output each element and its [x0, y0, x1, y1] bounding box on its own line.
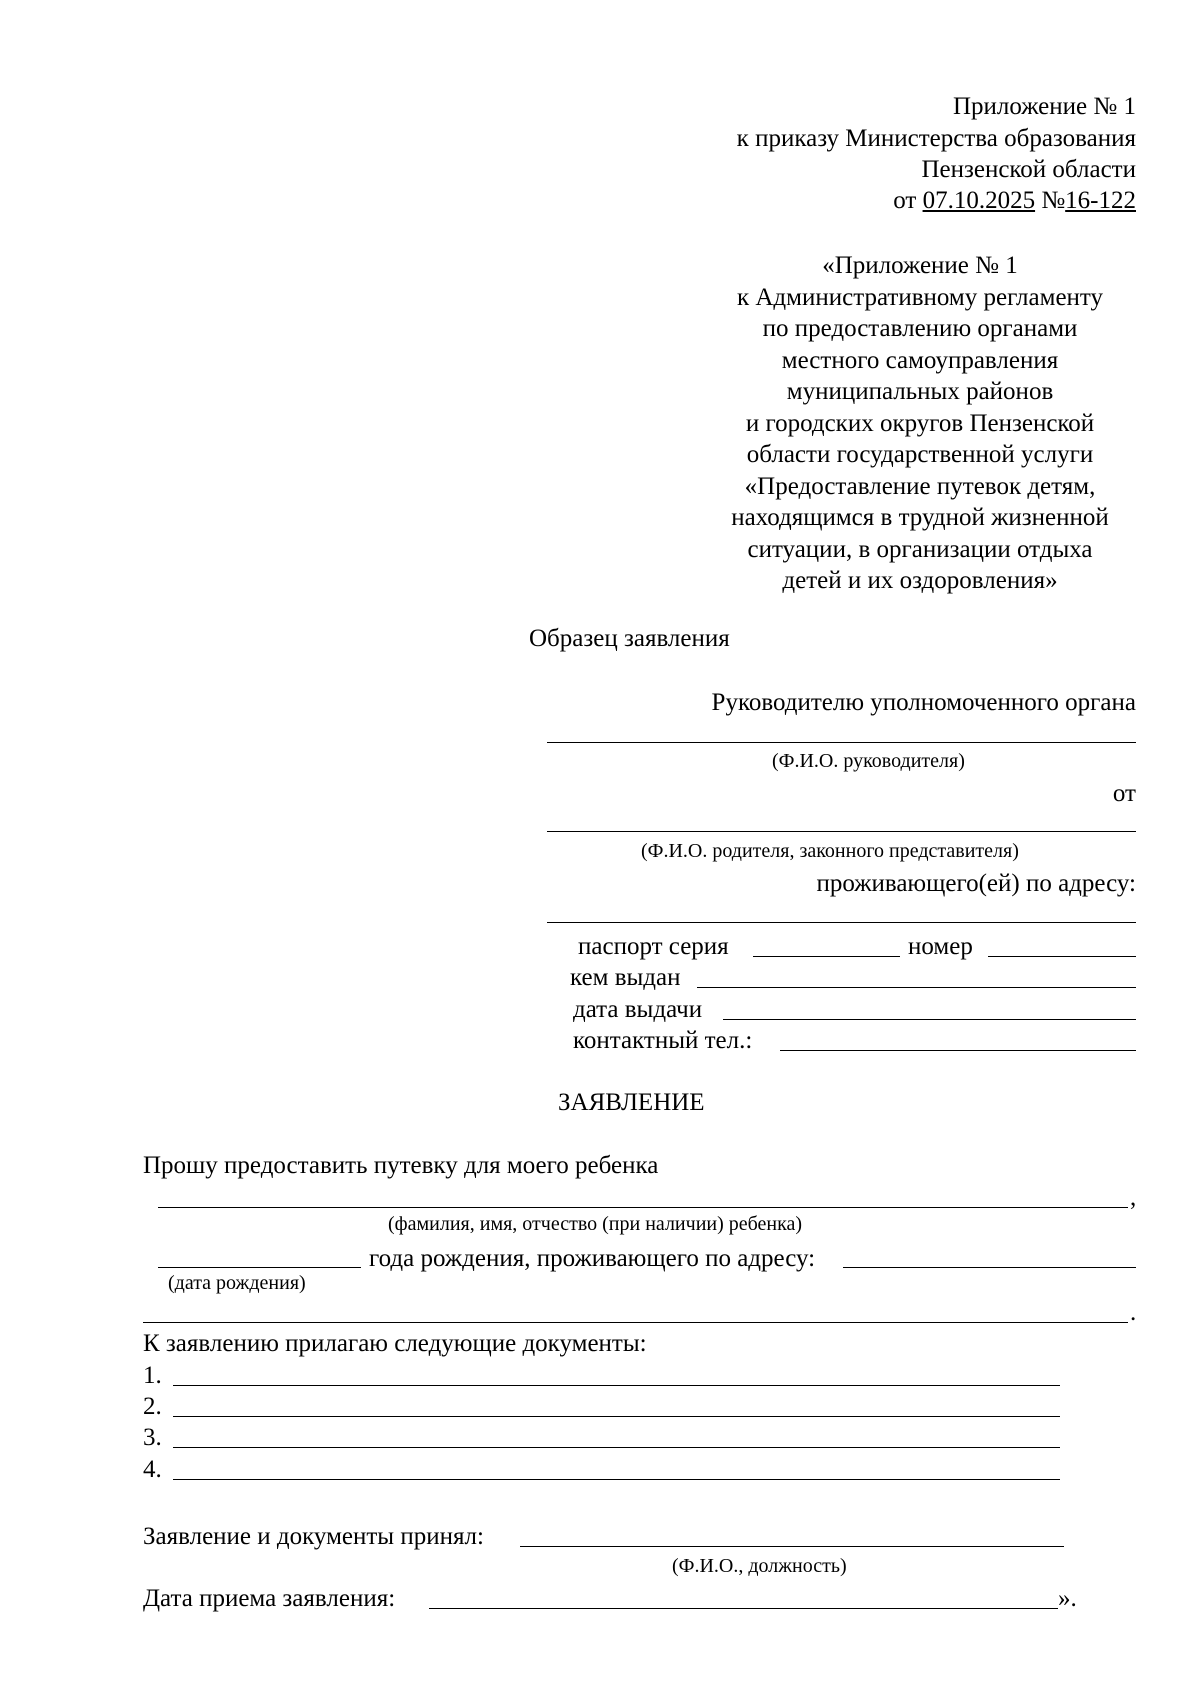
child-name-comma: , [1130, 1184, 1137, 1211]
doc-number: 3. [143, 1424, 162, 1451]
order-appendix-title: Приложение № 1 [952, 93, 1136, 120]
accepted-caption: (Ф.И.О., должность) [672, 1555, 847, 1577]
receipt-date-label: Дата приема заявления: [143, 1585, 396, 1612]
order-appendix-region: Пензенской области [921, 156, 1136, 183]
parent-name-line[interactable] [547, 831, 1136, 832]
issued-by-label: кем выдан [570, 964, 681, 991]
passport-series-line[interactable] [753, 956, 900, 957]
addressee-to: Руководителю уполномоченного органа [711, 689, 1136, 716]
doc-line-4[interactable] [173, 1479, 1060, 1480]
reglament-line: местного самоуправления [781, 346, 1059, 374]
issue-date-label: дата выдачи [573, 996, 703, 1023]
residing-label: проживающего(ей) по адресу: [816, 870, 1136, 897]
child-name-line[interactable] [158, 1207, 1128, 1208]
contact-phone-line[interactable] [780, 1050, 1136, 1051]
issue-date-line[interactable] [723, 1019, 1136, 1020]
head-name-line[interactable] [547, 742, 1136, 743]
request-text: Прошу предоставить путевку для моего ребенка [143, 1152, 659, 1179]
reglament-line: области государственной услуги [746, 441, 1094, 468]
doc-line-3[interactable] [173, 1447, 1060, 1448]
receipt-date-line[interactable] [429, 1608, 1058, 1609]
accepted-line[interactable] [520, 1546, 1064, 1547]
issued-by-line[interactable] [697, 987, 1136, 988]
reglament-line: муниципальных районов [786, 378, 1054, 405]
closing-quote: ». [1058, 1585, 1077, 1612]
order-appendix-ministry: к приказу Министерства образования [736, 125, 1136, 152]
reglament-line: находящимся в трудной жизненной [731, 504, 1109, 531]
reglament-line: детей и их оздоровления» [782, 567, 1058, 594]
passport-number-label: номер [908, 933, 973, 960]
doc-number: 1. [143, 1362, 162, 1389]
child-address-line[interactable] [843, 1267, 1136, 1268]
attach-text: К заявлению прилагаю следующие документы: [143, 1330, 647, 1357]
address-line[interactable] [547, 922, 1136, 923]
head-name-caption: (Ф.И.О. руководителя) [772, 750, 965, 772]
order-date: 07.10.2025 [922, 187, 1036, 214]
parent-name-caption: (Ф.И.О. родителя, законного представителя) [641, 840, 1019, 862]
doc-number: 4. [143, 1456, 162, 1483]
birth-year-text: года рождения, проживающего по адресу: [369, 1245, 816, 1272]
contact-phone-label: контактный тел.: [573, 1027, 753, 1054]
statement-title: ЗАЯВЛЕНИЕ [558, 1089, 705, 1116]
birth-date-line[interactable] [158, 1267, 361, 1268]
doc-line-2[interactable] [173, 1416, 1060, 1417]
doc-number: 2. [143, 1393, 162, 1420]
addressee-from: от [1112, 780, 1136, 807]
reglament-line: и городских округов Пензенской [745, 409, 1095, 437]
child-name-caption: (фамилия, имя, отчество (при наличии) ребенка) [388, 1213, 803, 1235]
reglament-line: ситуации, в организации отдыха [747, 535, 1093, 563]
birth-date-caption: (дата рождения) [168, 1272, 306, 1294]
reglament-line: «Предоставление путевок детям, [744, 472, 1096, 500]
child-address-line-2[interactable] [143, 1322, 1128, 1323]
address-period: . [1130, 1299, 1137, 1326]
doc-line-1[interactable] [173, 1385, 1060, 1386]
order-number: 16-122 [1065, 187, 1136, 214]
reglament-line: «Приложение № 1 [822, 252, 1018, 279]
reglament-header [680, 250, 1160, 597]
order-number-sign: № [1041, 187, 1066, 214]
passport-number-line[interactable] [988, 956, 1136, 957]
reglament-line: к Административному регламенту [736, 283, 1104, 311]
order-from-label: от [893, 187, 917, 214]
reglament-line: по предоставлению органами [762, 315, 1078, 342]
order-date-line [893, 188, 1136, 213]
passport-series-label: паспорт серия [578, 933, 729, 960]
sample-title: Образец заявления [529, 625, 730, 652]
accepted-label: Заявление и документы принял: [143, 1523, 484, 1550]
